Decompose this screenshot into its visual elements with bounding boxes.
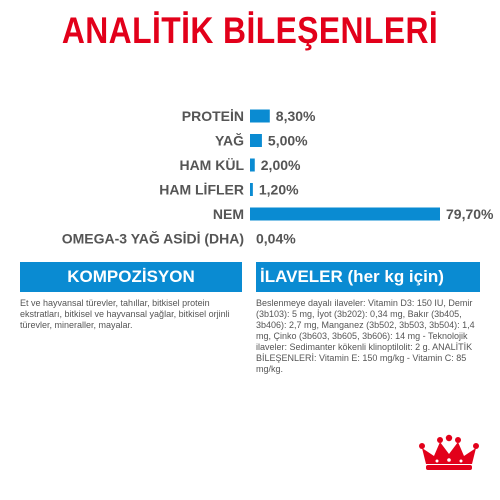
value-label: 0,04% xyxy=(256,230,296,247)
bar xyxy=(250,134,262,147)
category-label: PROTEİN xyxy=(181,108,244,124)
bar xyxy=(250,183,253,196)
value-label: 5,00% xyxy=(267,132,308,149)
value-label: 79,70% xyxy=(446,206,494,222)
value-label: 8,30% xyxy=(275,108,316,124)
crown-icon xyxy=(418,434,480,474)
category-label: NEM xyxy=(212,206,244,222)
bar xyxy=(250,159,255,172)
additives-text: Beslenmeye dayalı ilaveler: Vitamin D3: 150 IU, Demir (3b103): 5 mg, İyot (3b202): 0,34 mg, Bakır (3b405, 3b406): 2,7 mg, Manganez (3b502, 3b503, 3b504): 1,4 mg, Çinko (3b603, 3b605, 3b606): 14 mg - Teknolojik ilaveler: Sedimanter kökenli klinoptilolit: 2 g. ANALİTİK BİLEŞENLERİ: Vitamin E: 150 mg/kg - Vitamin C: 85 mg/kg. xyxy=(256,298,475,374)
page-title: ANALİTİK BİLEŞENLERİ xyxy=(61,10,439,51)
value-label: 1,20% xyxy=(258,181,299,198)
category-label: OMEGA-3 YAĞ ASİDİ (DHA) xyxy=(61,230,244,247)
category-label: HAM KÜL xyxy=(179,157,244,173)
bar xyxy=(250,208,440,221)
additives-heading: İLAVELER (her kg için) xyxy=(256,262,480,292)
composition-heading: KOMPOZİSYON xyxy=(20,262,242,292)
bar xyxy=(250,110,270,123)
category-label: HAM LİFLER xyxy=(159,181,244,198)
category-label: YAĞ xyxy=(214,132,244,149)
value-label: 2,00% xyxy=(260,157,301,173)
nutrient-bar-chart xyxy=(0,100,500,250)
composition-text: Et ve hayvansal türevler, tahıllar, bitkisel protein ekstratları, bitkisel ve hayvansal yağlar, bitkisel orjinli türevler, mineraller, mayalar. xyxy=(20,298,230,330)
